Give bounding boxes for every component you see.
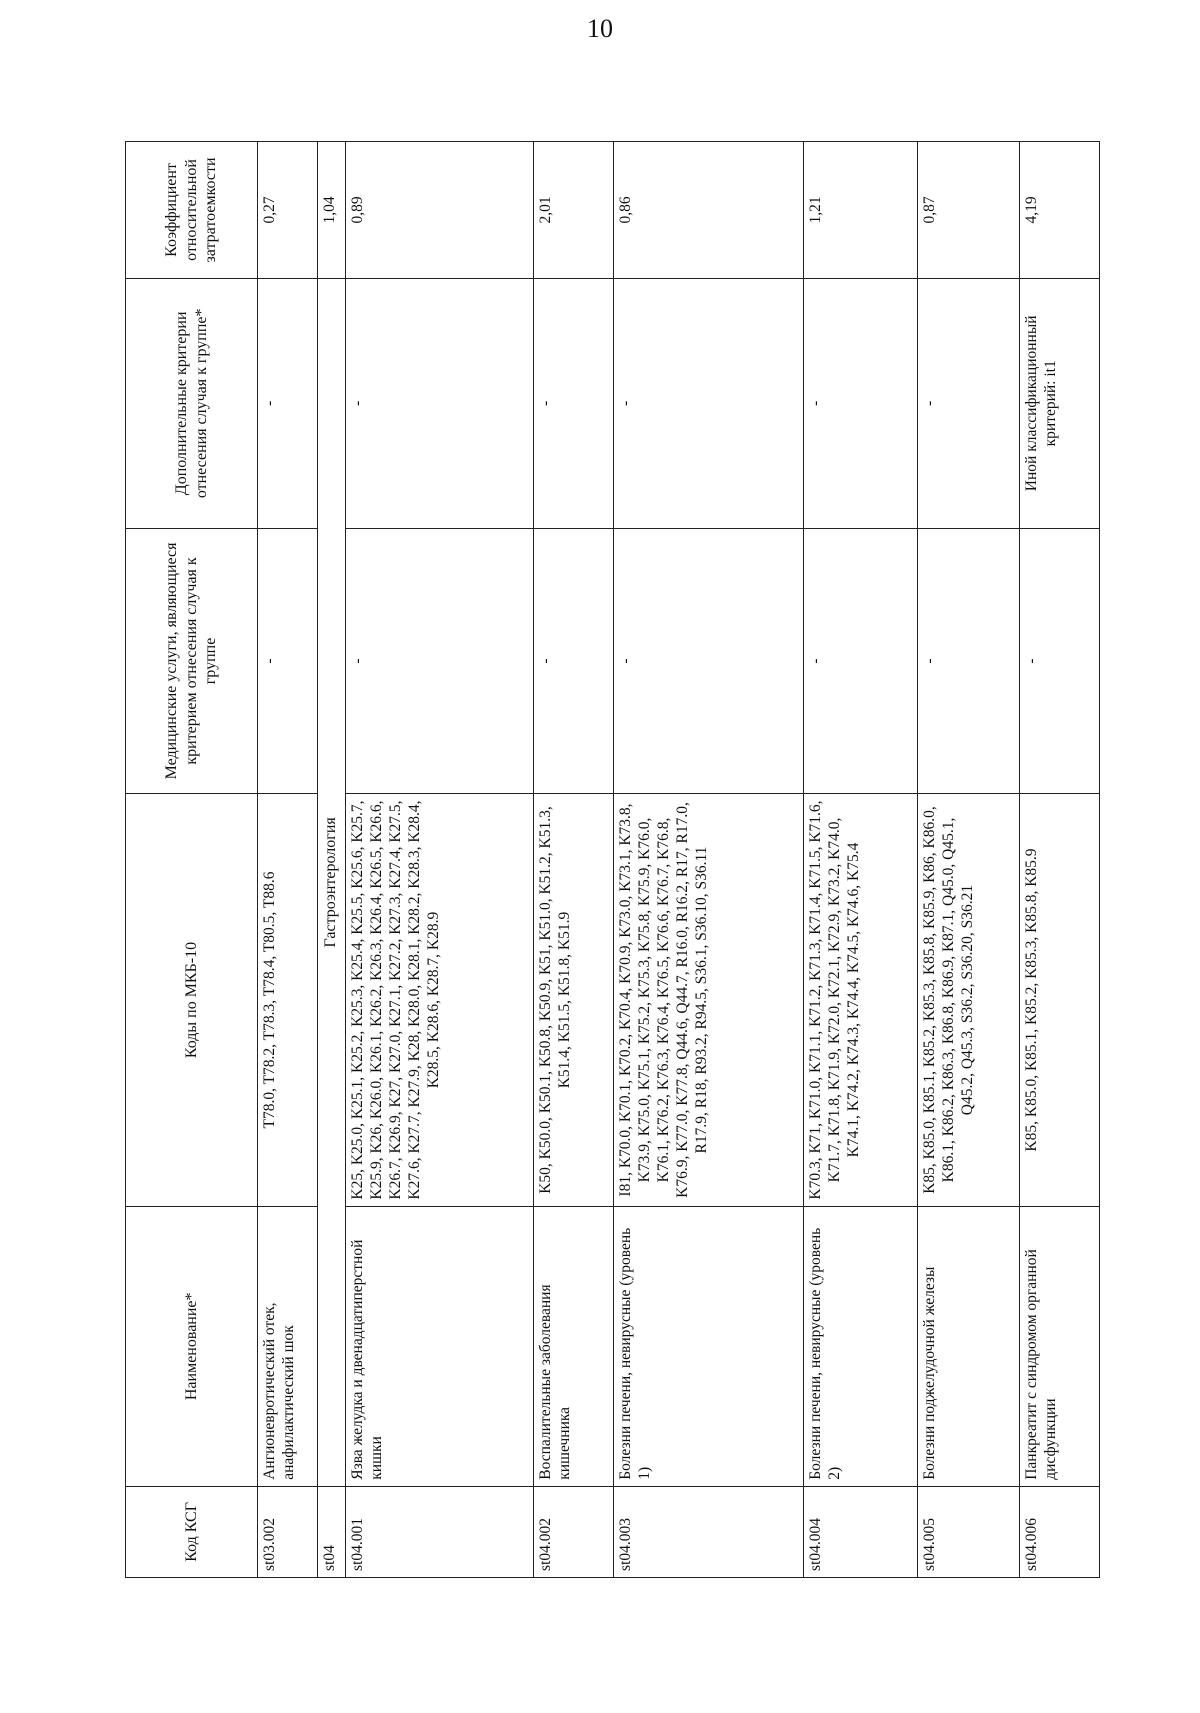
cell-code: st03.002 xyxy=(258,1486,318,1577)
cell-services: - xyxy=(258,528,318,793)
cell-coef: 0,87 xyxy=(918,142,1020,279)
cell-name: Язва желудка и двенадцатиперстной кишки xyxy=(346,1206,534,1486)
cell-code: st04.002 xyxy=(534,1486,614,1577)
header-coef: Коэффициент относительной затратоемкости xyxy=(126,142,258,279)
cell-criteria: - xyxy=(534,278,614,528)
cell-criteria: - xyxy=(614,278,804,528)
cell-name: Болезни печени, невирусные (уровень 1) xyxy=(614,1206,804,1486)
cell-name: Болезни печени, невирусные (уровень 2) xyxy=(804,1206,918,1486)
cell-coef: 1,21 xyxy=(804,142,918,279)
cell-criteria: - xyxy=(346,278,534,528)
cell-mkb: I81, K70.0, K70.1, K70.2, K70.4, K70.9, K73.0, K73.1, K73.8, K73.9, K75.0, K75.1, K75.2, K75.3, K75.8, K75.9, K76.0, K76.1, K76.2, K76.3, K76.4, K76.5, K76.6, K76.7, K76.8, K76.9, K77.0, K77.8, Q44.6, Q44.7, R16.0, R16.2, R17, R17.0, R17.9, R18, R93.2, R94.5, S36.1, S36.10, S36.11 xyxy=(614,794,804,1207)
cell-name: Ангионевротический отек, анафилактический шок xyxy=(258,1206,318,1486)
cell-services: - xyxy=(804,528,918,793)
header-code: Код КСГ xyxy=(126,1486,258,1577)
page-number: 10 xyxy=(587,14,613,43)
cell-coef: 1,04 xyxy=(318,142,346,279)
table-row xyxy=(804,142,918,1578)
ksg-table xyxy=(125,141,1100,1578)
cell-coef: 2,01 xyxy=(534,142,614,279)
cell-criteria: - xyxy=(918,278,1020,528)
cell-coef: 0,27 xyxy=(258,142,318,279)
cell-name: Болезни поджелудочной железы xyxy=(918,1206,1020,1486)
header-services: Медицинские услуги, являющиеся критерием отнесения случая к группе xyxy=(126,528,258,793)
cell-coef: 0,86 xyxy=(614,142,804,279)
table-row xyxy=(258,142,318,1578)
cell-code: st04.004 xyxy=(804,1486,918,1577)
table-header-row xyxy=(126,142,258,1578)
cell-code: st04.005 xyxy=(918,1486,1020,1577)
cell-services: - xyxy=(614,528,804,793)
rotated-table-container xyxy=(125,141,1099,1578)
cell-mkb: K85, K85.0, K85.1, K85.2, K85.3, K85.8, K85.9 xyxy=(1020,794,1100,1207)
table-row xyxy=(614,142,804,1578)
header-name: Наименование* xyxy=(126,1206,258,1486)
cell-criteria: Иной классификационный критерий: it1 xyxy=(1020,278,1100,528)
cell-criteria: - xyxy=(258,278,318,528)
header-mkb: Коды по МКБ-10 xyxy=(126,794,258,1207)
cell-services: - xyxy=(534,528,614,793)
cell-coef: 0,89 xyxy=(346,142,534,279)
section-title: Гастроэнтерология xyxy=(318,278,346,1486)
table-row xyxy=(346,142,534,1578)
table-row xyxy=(1020,142,1100,1578)
cell-mkb: K50, K50.0, K50.1, K50.8, K50.9, K51, K51.0, K51.2, K51.3, K51.4, K51.5, K51.8, K51.9 xyxy=(534,794,614,1207)
cell-code: st04.003 xyxy=(614,1486,804,1577)
cell-code: st04 xyxy=(318,1486,346,1577)
cell-mkb: K70.3, K71, K71.0, K71.1, K71.2, K71.3, K71.4, K71.5, K71.6, K71.7, K71.8, K71.9, K72.0, K72.1, K72.9, K73.2, K74.0, K74.1, K74.2, K74.3, K74.4, K74.5, K74.6, K75.4 xyxy=(804,794,918,1207)
cell-mkb: K85, K85.0, K85.1, K85.2, K85.3, K85.8, K85.9, K86, K86.0, K86.1, K86.2, K86.3, K86.8, K86.9, K87.1, Q45.0, Q45.1, Q45.2, Q45.3, S36.2, S36.20, S36.21 xyxy=(918,794,1020,1207)
header-criteria: Дополнительные критерии отнесения случая к группе* xyxy=(126,278,258,528)
table-row xyxy=(534,142,614,1578)
cell-name: Панкреатит с синдромом органной дисфункции xyxy=(1020,1206,1100,1486)
cell-criteria: - xyxy=(804,278,918,528)
cell-services: - xyxy=(918,528,1020,793)
cell-coef: 4,19 xyxy=(1020,142,1100,279)
cell-code: st04.006 xyxy=(1020,1486,1100,1577)
cell-services: - xyxy=(1020,528,1100,793)
cell-mkb: T78.0, T78.2, T78.3, T78.4, T80.5, T88.6 xyxy=(258,794,318,1207)
cell-name: Воспалительные заболевания кишечника xyxy=(534,1206,614,1486)
cell-mkb: K25, K25.0, K25.1, K25.2, K25.3, K25.4, K25.5, K25.6, K25.7, K25.9, K26, K26.0, K26.1, K26.2, K26.3, K26.4, K26.5, K26.6, K26.7, K26.9, K27, K27.0, K27.1, K27.2, K27.3, K27.4, K27.5, K27.6, K27.7, K27.9, K28, K28.0, K28.1, K28.2, K28.3, K28.4, K28.5, K28.6, K28.7, K28.9 xyxy=(346,794,534,1207)
table-row xyxy=(918,142,1020,1578)
cell-services: - xyxy=(346,528,534,793)
section-row xyxy=(318,142,346,1578)
cell-code: st04.001 xyxy=(346,1486,534,1577)
